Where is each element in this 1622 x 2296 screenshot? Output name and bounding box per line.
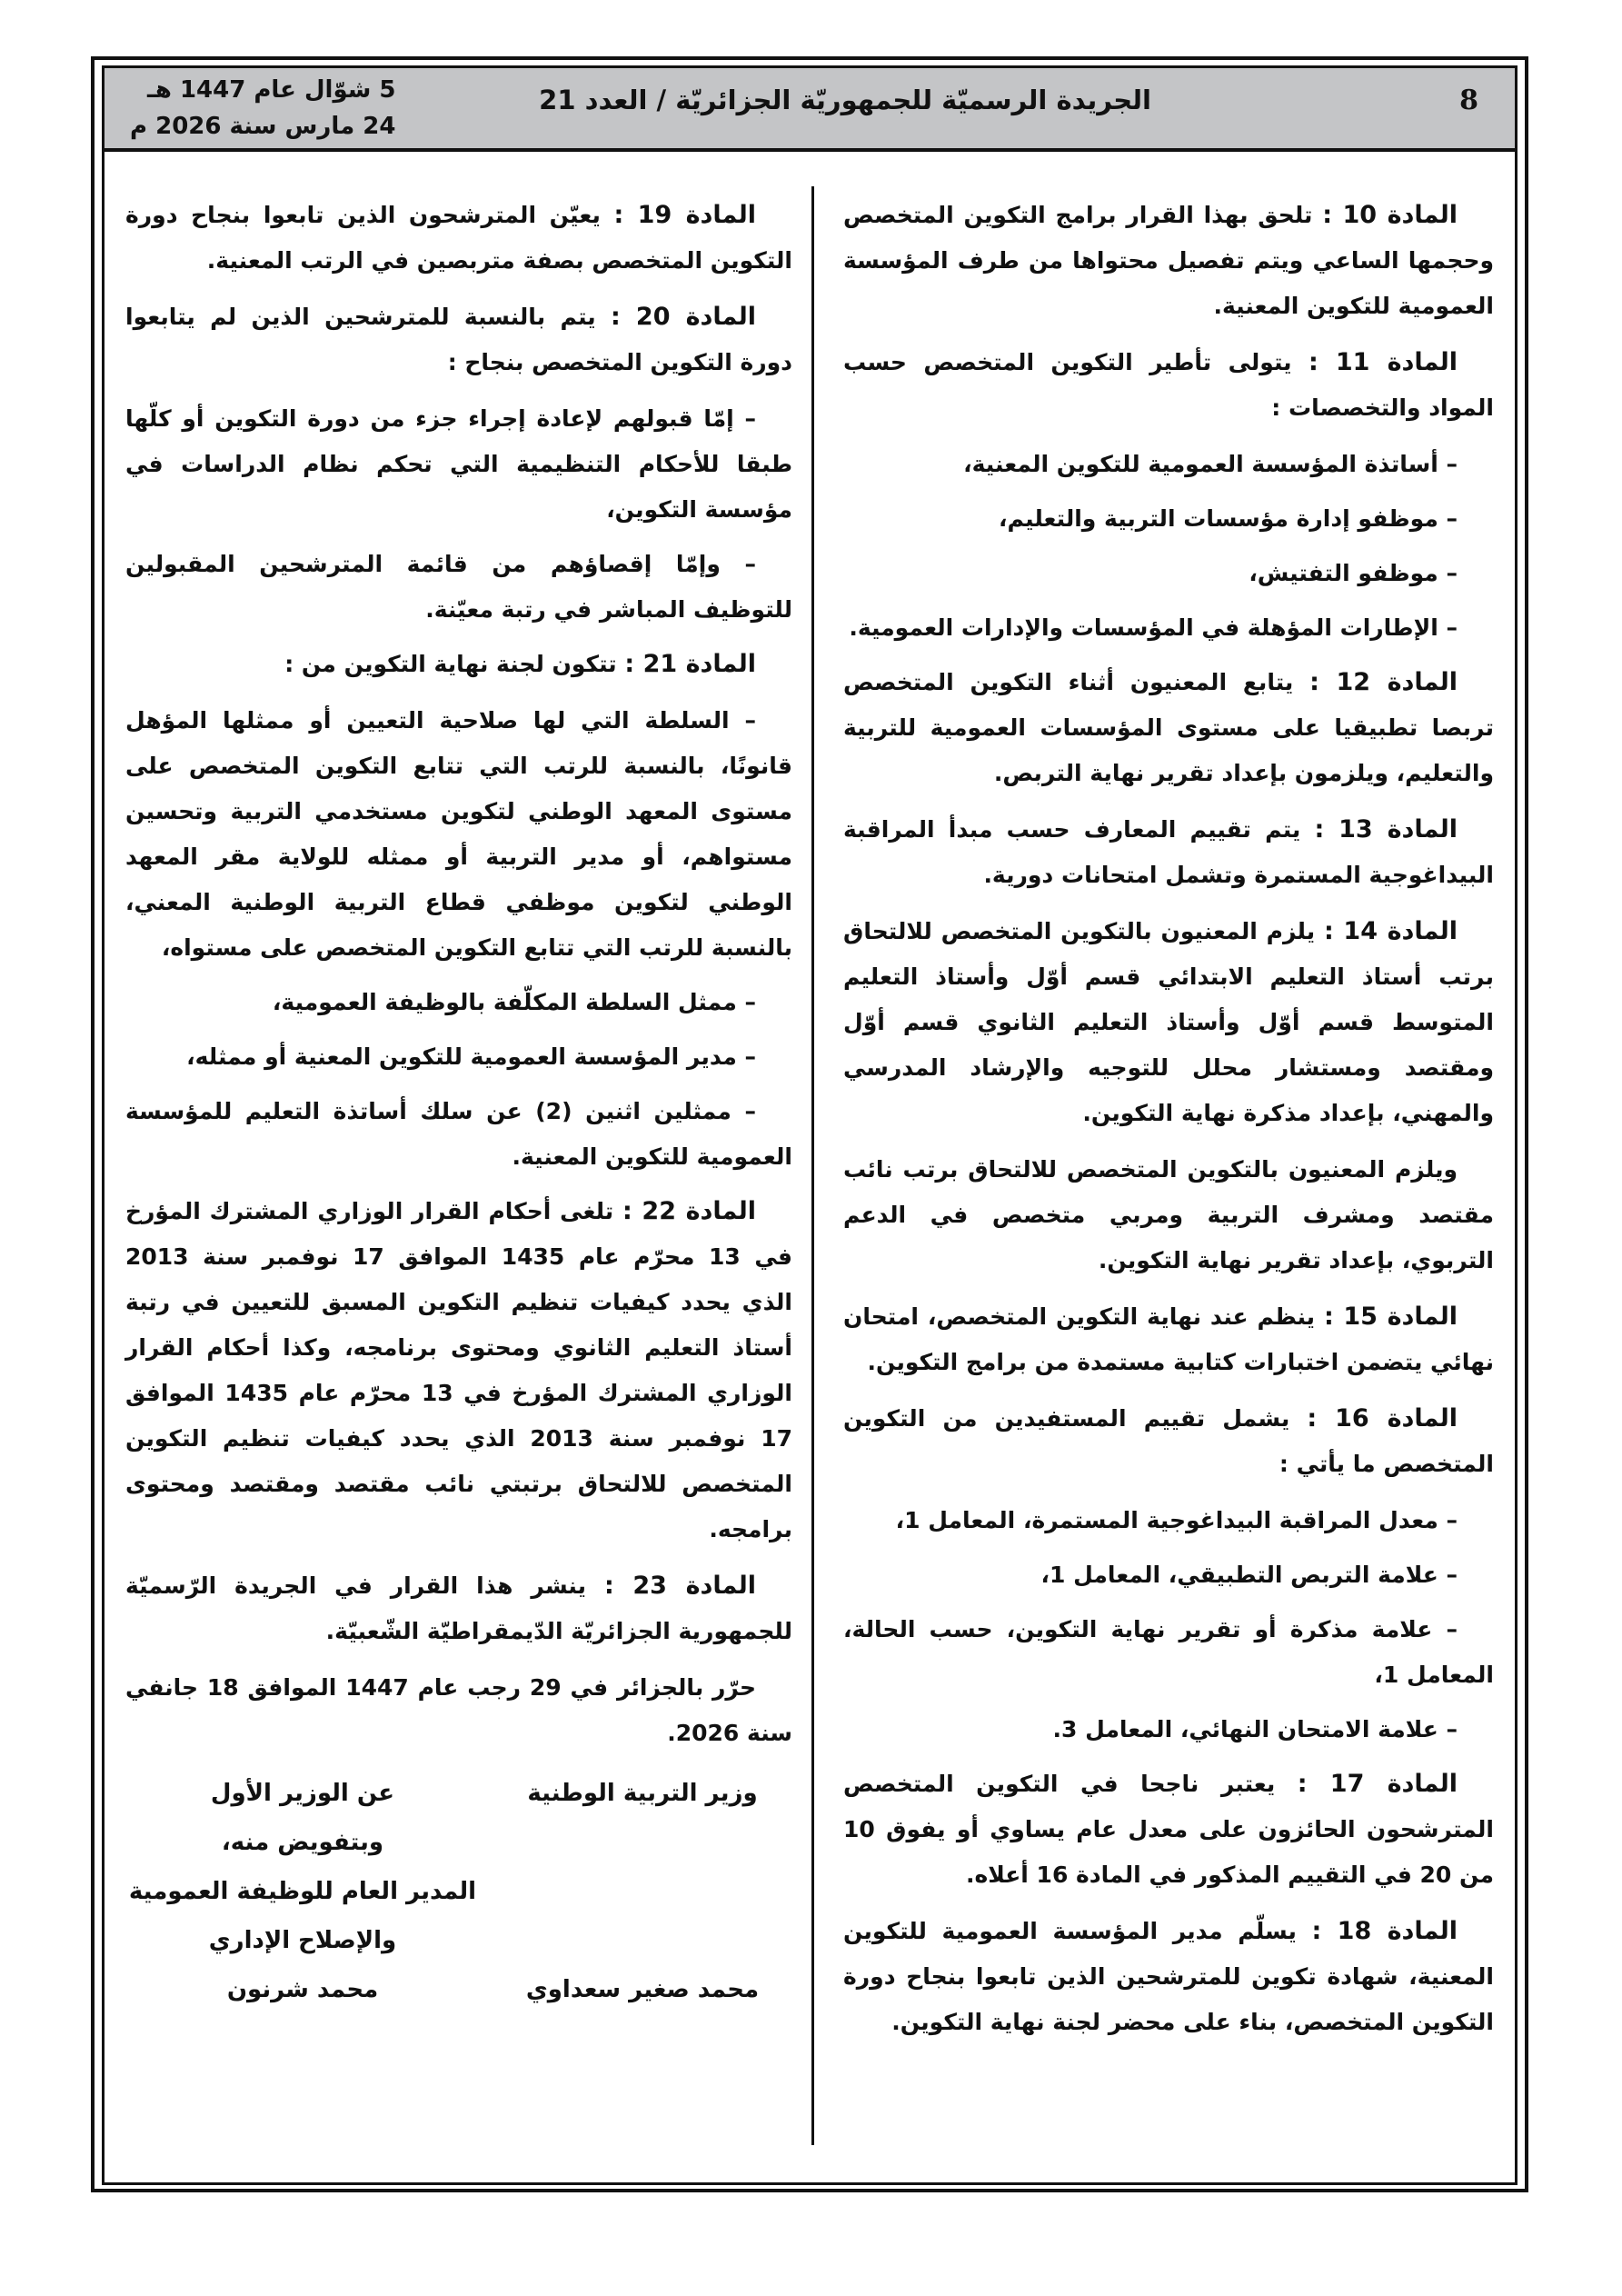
article-label: المادة 15 : (1323, 1303, 1458, 1331)
date-gregorian: 24 مارس سنة 2026 م (130, 113, 396, 140)
journal-title: الجريدة الرسميّة للجمهوريّة الجزائريّة / العدد 21 (539, 85, 1151, 115)
left-column (125, 193, 792, 2014)
article-paragraph (843, 1294, 1494, 1385)
article-text: تلغى أحكام القرار الوزاري المشترك المؤرخ في 13 محرّم عام 1435 الموافق 17 نوفمبر سنة 2013 الذي يحدد كيفيات تنظيم التكوين المسبق للتعيين في رتبة أستاذ التعليم الثانوي ومحتوى برنامجه، وكذا أحكام القرار الوزاري المشترك المؤرخ في 13 محرّم عام 1435 الموافق 17 نوفمبر سنة 2013 الذي يحدد كيفيات تنظيم التكوين المتخصص للالتحاق برتبتي نائب مقتصد ومقتصد ومحتوى برامجه. (125, 1198, 792, 1542)
article-label: المادة 13 : (1314, 815, 1458, 844)
signature-name: محمد صغير سعداوي (525, 1976, 760, 2003)
article-label: المادة 20 : (611, 303, 756, 331)
article-label: المادة 14 : (1324, 917, 1458, 945)
article-paragraph (843, 1909, 1494, 2045)
date-hijri: 5 شوّال عام 1447 هـ (146, 76, 396, 104)
list-item: – السلطة التي لها صلاحية التعيين أو ممثلها المؤهل قانونًا، بالنسبة للرتب التي تتابع التكوين المتخصص على مستوى المعهد الوطني لتكوين مستخدمي التربية وتحسين مستواهم، أو مدير التربية أو ممثله للولاية مقر المعهد الوطني لتكوين موظفي قطاع التربية الوطنية المعني، بالنسبة للرتب التي تتابع التكوين المتخصص على مستواه، (125, 707, 792, 961)
article-label: المادة 16 : (1307, 1404, 1458, 1433)
article-paragraph (843, 909, 1494, 1136)
list-item: – ممثلين اثنين (2) عن سلك أساتذة التعليم للمؤسسة العمومية للتكوين المعنية. (125, 1098, 792, 1170)
article-paragraph (843, 807, 1494, 898)
article-text: يتولى تأطير التكوين المتخصص حسب المواد والتخصصات : (843, 349, 1494, 421)
column-divider (811, 186, 814, 2145)
signature-title: وزير التربية الوطنية (527, 1780, 758, 1807)
article-paragraph (843, 1396, 1494, 1487)
article-paragraph (843, 340, 1494, 431)
article-paragraph (125, 1563, 792, 1654)
article-text: حرّر بالجزائر في 29 رجب عام 1447 الموافق 18 جانفي سنة 2026. (125, 1674, 792, 1746)
page-number: 8 (1459, 85, 1478, 116)
signature-minister (493, 1769, 792, 2014)
article-paragraph (125, 294, 792, 385)
list-item: – أساتذة المؤسسة العمومية للتكوين المعنية، (963, 451, 1458, 477)
article-paragraph (843, 193, 1494, 329)
article-text: يتابع المعنيون أثناء التكوين المتخصص تربصا تطبيقيا على مستوى المؤسسات العمومية للتربية والتعليم، ويلزمون بإعداد تقرير نهاية التربص. (843, 669, 1494, 786)
article-text: ينشر هذا القرار في الجريدة الرّسميّة للجمهورية الجزائريّة الدّيمقراطيّة الشّعبيّة. (125, 1572, 792, 1644)
list-item: – علامة التربص التطبيقي، المعامل 1، (1040, 1562, 1458, 1588)
list-item: – ممثل السلطة المكلّفة بالوظيفة العمومية، (272, 989, 756, 1015)
article-text: ينظم عند نهاية التكوين المتخصص، امتحان نهائي يتضمن اختبارات كتابية مستمدة من برامج التكوين. (843, 1303, 1494, 1375)
article-label: المادة 12 : (1309, 668, 1458, 696)
article-label: المادة 10 : (1322, 201, 1458, 229)
article-label: المادة 11 : (1308, 348, 1458, 376)
paragraph (843, 1147, 1494, 1283)
article-text: يعيّن المترشحون الذين تابعوا بنجاح دورة التكوين المتخصص بصفة متربصين في الرتب المعنية. (125, 202, 792, 274)
article-text: يعتبر ناجحا في التكوين المتخصص المترشحون الحائزون على معدل عام يساوي أو يفوق 10 من 20 في التقييم المذكور في المادة 16 أعلاه. (843, 1771, 1494, 1888)
list-item: – إمّا قبولهم لإعادة إجراء جزء من دورة التكوين أو كلّها طبقا للأحكام التنظيمية التي تحكم نظام الدراسات في مؤسسة التكوين، (125, 405, 792, 523)
issue-date (130, 72, 395, 145)
signature-director (125, 1769, 480, 2014)
list-item: – وإمّا إقصاؤهم من قائمة المترشحين المقبولين للتوظيف المباشر في رتبة معيّنة. (125, 551, 792, 623)
list-item: – الإطارات المؤهلة في المؤسسات والإدارات العمومية. (849, 614, 1458, 641)
article-paragraph (125, 193, 792, 284)
article-label: المادة 18 : (1311, 1917, 1458, 1945)
article-text: تتكون لجنة نهاية التكوين من : (284, 651, 625, 677)
list-item: – موظفو التفتيش، (1249, 560, 1458, 586)
article-text: ويلزم المعنيون بالتكوين المتخصص للالتحاق برتب نائب مقتصد ومشرف التربية ومربي متخصص في الدعم التربوي، بإعداد تقرير نهاية التكوين. (843, 1156, 1494, 1273)
article-paragraph (843, 660, 1494, 796)
article-paragraph (843, 1762, 1494, 1898)
article-text: تلحق بهذا القرار برامج التكوين المتخصص وحجمها الساعي ويتم تفصيل محتواها من طرف المؤسسة العمومية للتكوين المعنية. (843, 202, 1494, 319)
list-item: – مدير المؤسسة العمومية للتكوين المعنية أو ممثله، (186, 1043, 756, 1070)
signature-line: المدير العام للوظيفة العمومية (128, 1878, 477, 1905)
list-item: – معدل المراقبة البيداغوجية المستمرة، المعامل 1، (895, 1507, 1458, 1533)
article-text: يتم بالنسبة للمترشحين الذين لم يتابعوا دورة التكوين المتخصص بنجاح : (125, 304, 792, 375)
article-paragraph (125, 1189, 792, 1552)
article-text: يتم تقييم المعارف حسب مبدأ المراقبة البيداغوجية المستمرة وتشمل امتحانات دورية. (843, 816, 1494, 888)
page-header (104, 68, 1515, 152)
article-label: المادة 19 : (613, 201, 757, 229)
article-label: المادة 22 : (622, 1197, 756, 1225)
signature-line: عن الوزير الأول (210, 1780, 395, 1807)
signatures (125, 1769, 792, 2014)
signature-line: والإصلاح الإداري (208, 1927, 397, 1954)
article-label: المادة 23 : (603, 1572, 757, 1600)
article-text: يسلّم مدير المؤسسة العمومية للتكوين المعنية، شهادة تكوين للمترشحين الذين تابعوا بنجاح دورة التكوين المتخصص، بناء على محضر لجنة نهاية التكوين. (843, 1918, 1494, 2035)
right-column (843, 193, 1494, 2056)
article-label: المادة 21 : (624, 650, 756, 678)
article-label: المادة 17 : (1297, 1770, 1458, 1798)
article-text: يلزم المعنيون بالتكوين المتخصص للالتحاق برتب أستاذ التعليم الابتدائي قسم أوّل وأستاذ التعليم المتوسط قسم أوّل وأستاذ التعليم الثانوي قسم أوّل ومقتصد ومستشار محلل للتوجيه والإرشاد المدرسي والمهني، بإعداد مذكرة نهاية التكوين. (843, 918, 1494, 1126)
signature-name: محمد شرنون (226, 1976, 379, 2003)
paragraph (125, 1665, 792, 1756)
list-item: – علامة الامتحان النهائي، المعامل 3. (1052, 1716, 1458, 1742)
article-text: يشمل تقييم المستفيدين من التكوين المتخصص ما يأتي : (843, 1405, 1494, 1477)
list-item: – علامة مذكرة أو تقرير نهاية التكوين، حسب الحالة، المعامل 1، (843, 1616, 1494, 1688)
article-paragraph (125, 642, 792, 687)
signature-line: وبتفويض منه، (221, 1829, 384, 1856)
list-item: – موظفو إدارة مؤسسات التربية والتعليم، (999, 505, 1458, 532)
